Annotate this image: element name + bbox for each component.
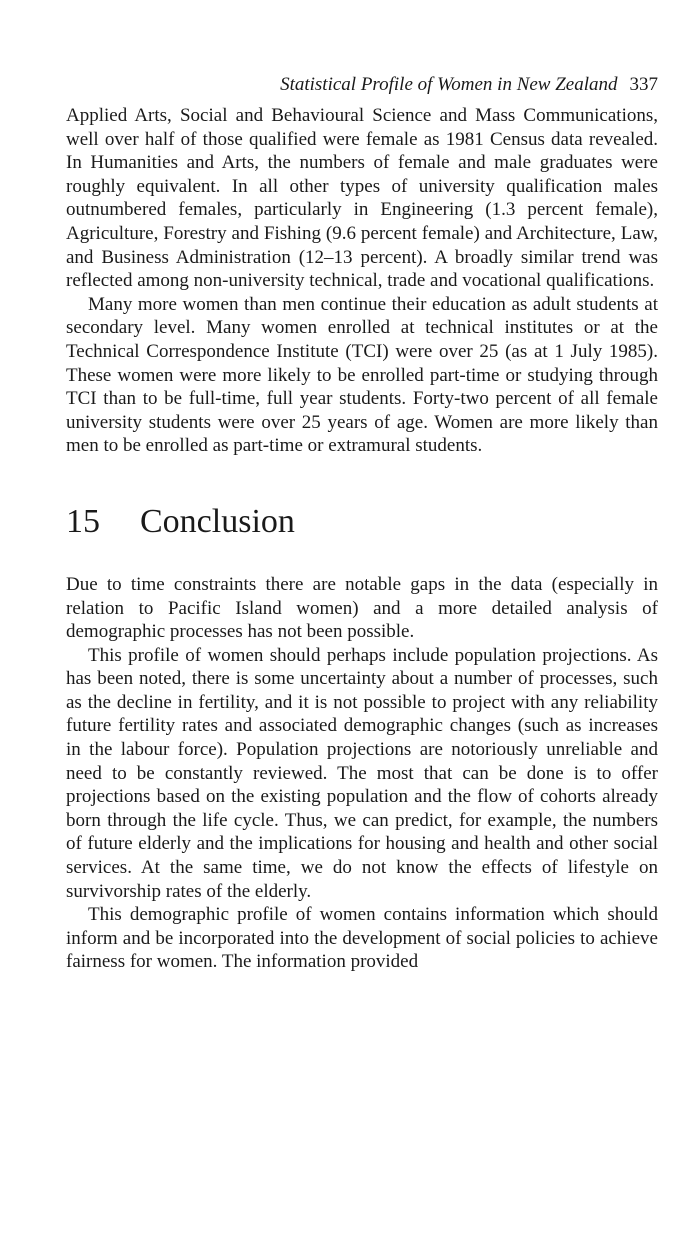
section-heading (66, 458, 658, 573)
body-paragraph: Applied Arts, Social and Behavioural Science and Mass Communications, well over half of those qualified were female as 1981 Census data revealed. In Humanities and Arts, the numbers of female and male graduates were roughly equivalent. In all other types of university qualification males outnumbered females, particularly in Engineering (1.3 percent female), Agriculture, Forestry and Fishing (9.6 percent female) and Architecture, Law, and Business Administration (12–13 percent). A broadly similar trend was reflected among non-university technical, trade and vocational qualifications. (66, 105, 658, 292)
page-number: 337 (629, 74, 658, 95)
body-paragraph: Many more women than men continue their education as adult students at secondary level. Many women enrolled at technical institutes or at the Technical Correspondence Institute (TCI) were over 25 (as at 1 July 1985). These women were more likely to be enrolled part-time or studying through TCI than to be full-time, full year students. Forty-two percent of all female university students were over 25 years of age. Women are more likely than men to be enrolled as part-time or extramural students. (66, 293, 658, 457)
running-head-title: Statistical Profile of Women in New Zealand (280, 74, 618, 95)
section-number: 15 (66, 502, 100, 540)
body-paragraph: This profile of women should perhaps include population projections. As has been noted, there is some uncertainty about a number of processes, such as the decline in fertility, and it is not possible to project with any reliability future fertility rates and associated demographic changes (such as increases in the labour force). Population projections are notoriously unreliable and need to be constantly reviewed. The most that can be done is to offer projections based on the existing population and the flow of cohorts already born through the life cycle. Thus, we can predict, for example, the numbers of future elderly and the implications for housing and health and other social services. At the same time, we do not know the effects of lifestyle on survivorship rates of the elderly. (66, 644, 658, 902)
book-page (66, 72, 658, 974)
body-paragraph: This demographic profile of women contains information which should inform and be incorporated into the development of social policies to achieve fairness for women. The information provided (66, 904, 658, 973)
section-title: Conclusion (140, 502, 295, 540)
running-head (66, 72, 658, 104)
body-paragraph: Due to time constraints there are notable gaps in the data (especially in relation to Pacific Island women) and a more detailed analysis of demographic processes has not been possible. (66, 573, 658, 643)
